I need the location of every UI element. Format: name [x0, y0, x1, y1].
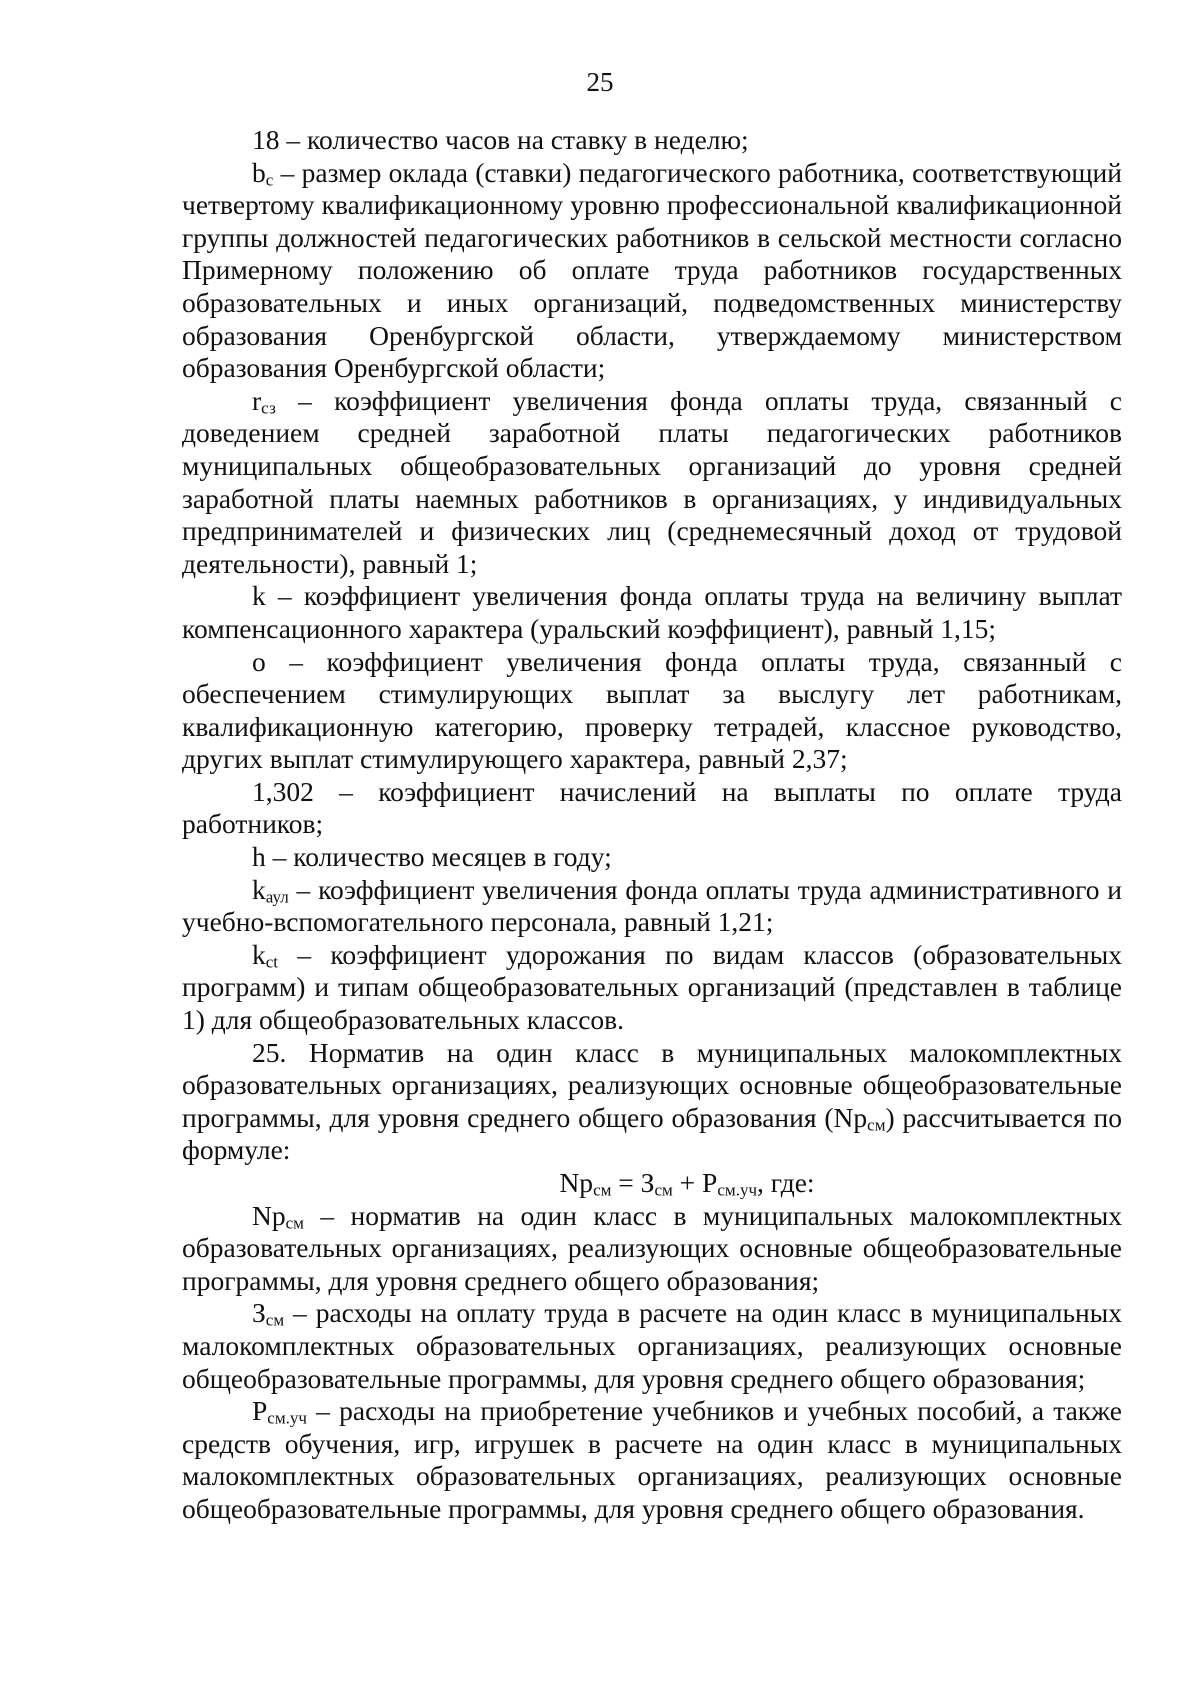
definition-npsm [182, 1200, 1122, 1298]
paragraph-text: 1,302 – коэффициент начислений на выплаты по оплате труда работников; [182, 775, 1122, 840]
formula-lhs: Np [559, 1167, 594, 1198]
symbol: З [252, 1297, 266, 1329]
definition-text: – норматив на один класс в муниципальных малокомплектных образовательных организациях, реализующих основные общеобразовательные программы, для уровня среднего общего образования; [182, 1199, 1122, 1296]
symbol-subscript: см [867, 1115, 886, 1135]
symbol-subscript: аул [265, 887, 289, 907]
formula-term1-subscript: см [654, 1180, 673, 1200]
symbol-subscript: см.уч [267, 1408, 307, 1428]
symbol: r [252, 384, 262, 416]
paragraph-coefficient-k [182, 580, 1122, 645]
symbol-subscript: см [285, 1213, 304, 1232]
paragraph-text: – коэффициент увеличения фонда оплаты труда, связанный с доведением средней заработной платы педагогических работников муниципальных общеобразовательных организаций до уровня средней заработной платы наемных работников в организациях, у индивидуальных предпринимателей и физических лиц (среднемесячный доход от трудовой деятельности), равный 1; [182, 384, 1122, 579]
paragraph-coefficient-1302 [182, 776, 1122, 841]
formula-term2-subscript: см.уч [717, 1180, 758, 1200]
symbol: Np [252, 1199, 286, 1231]
paragraph-coefficient-kct [182, 939, 1122, 1037]
symbol: b [252, 156, 266, 188]
document-body [182, 124, 1122, 1526]
section-text: ) рассчитывается по формуле: [182, 1101, 1122, 1166]
formula-tail: , где: [757, 1167, 815, 1198]
section-25-intro [182, 1037, 1122, 1167]
paragraph-coefficient-o [182, 646, 1122, 776]
paragraph-hours [182, 124, 1122, 157]
paragraph-text: 18 – количество часов на ставку в неделю; [252, 124, 749, 155]
formula-plus: + Р [672, 1167, 718, 1198]
paragraph-coefficient-rsz [182, 385, 1122, 581]
definition-rsmuch [182, 1395, 1122, 1525]
symbol: k [252, 873, 266, 905]
paragraph-salary-bc [182, 157, 1122, 385]
definition-zsm [182, 1297, 1122, 1395]
paragraph-months-h [182, 841, 1122, 874]
symbol: Np [833, 1101, 868, 1133]
symbol-subscript: сз [261, 398, 276, 418]
symbol: k [252, 938, 266, 970]
paragraph-text: k – коэффициент увеличения фонда оплаты труда на величину выплат компенсационного характера (уральский коэффициент), равный 1,15; [182, 580, 1122, 644]
symbol-subscript: ct [265, 952, 279, 972]
symbol-subscript: см [265, 1310, 285, 1330]
definition-text: – расходы на приобретение учебников и учебных пособий, а также средств обучения, игр, игрушек в расчете на один класс в муниципальных малокомплектных образовательных организациях, реализующих основные общеобразовательные программы, для уровня среднего общего образования. [182, 1395, 1122, 1524]
definition-text: – расходы на оплату труда в расчете на один класс в муниципальных малокомплектных образовательных организациях, реализующих основные общеобразовательные программы, для уровня среднего общего образования; [182, 1297, 1122, 1394]
paragraph-text: – размер оклада (ставки) педагогического работника, соответствующий четвертому квалификационному уровню профессиональной квалификационной группы должностей педагогических работников в сельской местности согласно Примерному положению об оплате труда работников государственных образовательных и иных организаций, подведомственных министерству образования Оренбургской области, утверждаемому министерством образования Оренбургской области; [182, 156, 1122, 384]
paragraph-coefficient-kaup [182, 874, 1122, 939]
page-number: 25 [586, 67, 614, 97]
formula-lhs-subscript: см [593, 1180, 612, 1200]
symbol-subscript: c [265, 170, 274, 189]
formula [182, 1167, 1122, 1200]
paragraph-text: o – коэффициент увеличения фонда оплаты труда, связанный с обеспечением стимулирующих выплат за выслугу лет работникам, квалификационную категорию, проверку тетрадей, классное руководство, других выплат стимулирующего характера, равный 2,37; [182, 645, 1122, 775]
symbol: Р [252, 1395, 268, 1427]
paragraph-text: – коэффициент увеличения фонда оплаты труда административного и учебно-вспомогательного персонала, равный 1,21; [182, 873, 1122, 938]
paragraph-text: h – количество месяцев в году; [252, 841, 612, 873]
section-text: 25. Норматив на один класс в муниципальных малокомплектных образовательных организациях, реализующих основные общеобразовательные программы, для уровня среднего общего образования ( [182, 1036, 1122, 1133]
formula-eq: = З [611, 1167, 655, 1198]
paragraph-text: – коэффициент удорожания по видам классов (образовательных программ) и типам общеобразовательных организаций (представлен в таблице 1) для общеобразовательных классов. [182, 938, 1122, 1036]
